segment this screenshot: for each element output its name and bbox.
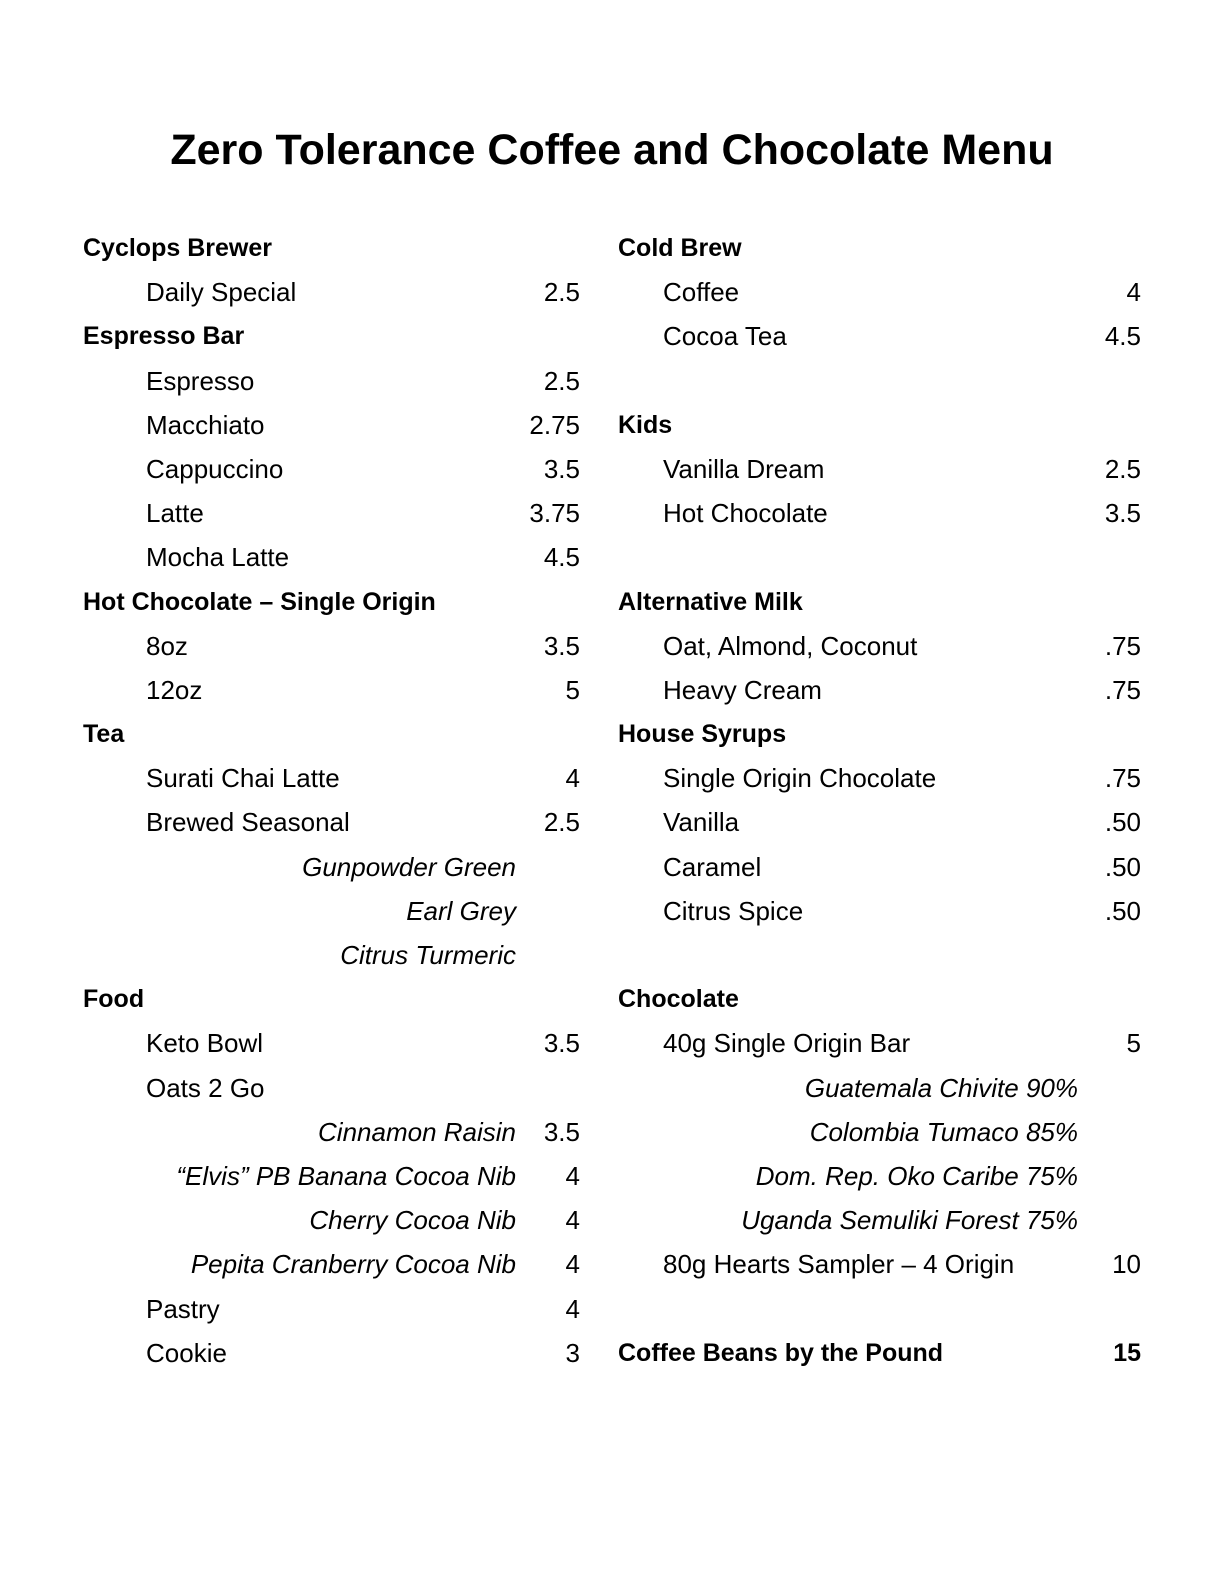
menu-subitem bbox=[83, 1154, 580, 1198]
menu-item bbox=[618, 889, 1141, 933]
menu-item bbox=[83, 1021, 580, 1065]
menu-item-price: 4.5 bbox=[1104, 321, 1141, 352]
menu-item-price: 5 bbox=[565, 674, 580, 705]
menu-item-name: Espresso bbox=[146, 365, 255, 396]
menu-item-price: 4 bbox=[565, 1249, 580, 1280]
section-heading: House Syrups bbox=[618, 720, 787, 749]
menu-item-name: Latte bbox=[146, 498, 204, 529]
menu-item-price: 2.5 bbox=[1104, 453, 1141, 484]
menu-item bbox=[83, 270, 580, 314]
menu-item bbox=[83, 800, 580, 844]
section-coffee-beans-by-the-pound bbox=[618, 1331, 1141, 1375]
menu-item bbox=[83, 1066, 580, 1110]
menu-item-price: 4 bbox=[565, 1293, 580, 1324]
menu-item bbox=[618, 800, 1141, 844]
menu-item-price: 2.5 bbox=[543, 807, 580, 838]
menu-item bbox=[618, 668, 1141, 712]
section-heading: Coffee Beans by the Pound bbox=[618, 1338, 944, 1367]
menu-item-name: Citrus Spice bbox=[663, 895, 804, 926]
section-food bbox=[83, 977, 580, 1021]
menu-subitem bbox=[83, 889, 580, 933]
menu-item-name: Caramel bbox=[663, 851, 762, 882]
menu-item-name: Keto Bowl bbox=[146, 1028, 264, 1059]
menu-item-name: Single Origin Chocolate bbox=[663, 763, 937, 794]
menu-subitem-name: Pepita Cranberry Cocoa Nib bbox=[190, 1249, 516, 1280]
menu-item-name: 40g Single Origin Bar bbox=[663, 1028, 911, 1059]
menu-item-name: Coffee bbox=[663, 277, 740, 308]
menu-item-price: 10 bbox=[1112, 1249, 1141, 1280]
menu-item bbox=[618, 491, 1141, 535]
spacer-row bbox=[618, 1287, 1141, 1331]
menu-subitem bbox=[618, 1066, 1141, 1110]
menu-subitem bbox=[618, 1110, 1141, 1154]
section-chocolate bbox=[618, 977, 1141, 1021]
menu-item bbox=[618, 756, 1141, 800]
menu-item bbox=[83, 535, 580, 579]
menu-item-name: Surati Chai Latte bbox=[146, 763, 340, 794]
menu-item-price: 5 bbox=[1126, 1028, 1141, 1059]
menu-item-price: .75 bbox=[1104, 630, 1141, 661]
menu-item-price: 3.75 bbox=[529, 498, 580, 529]
menu-item-name: Macchiato bbox=[146, 409, 265, 440]
menu-item-name: Vanilla Dream bbox=[663, 453, 825, 484]
menu-subitem-name: Uganda Semuliki Forest 75% bbox=[741, 1205, 1078, 1236]
menu-item-name: Pastry bbox=[146, 1293, 220, 1324]
menu-item-price: 4 bbox=[1126, 277, 1141, 308]
spacer-row bbox=[618, 933, 1141, 977]
menu-item-name: Daily Special bbox=[146, 277, 297, 308]
menu-item bbox=[618, 314, 1141, 358]
menu-item-price: 3.5 bbox=[543, 1116, 580, 1147]
section-kids bbox=[618, 403, 1141, 447]
menu-item-price: 4 bbox=[565, 763, 580, 794]
section-heading: Food bbox=[83, 985, 145, 1014]
menu-item bbox=[618, 447, 1141, 491]
menu-item bbox=[618, 845, 1141, 889]
menu-subitem-name: Colombia Tumaco 85% bbox=[809, 1116, 1078, 1147]
menu-item-name: 12oz bbox=[146, 674, 203, 705]
menu-item-price: .50 bbox=[1104, 807, 1141, 838]
spacer-row bbox=[618, 535, 1141, 579]
menu-subitem bbox=[83, 1242, 580, 1286]
menu-subitem-name: Cinnamon Raisin bbox=[318, 1116, 516, 1147]
menu-item-price: 3.5 bbox=[1104, 498, 1141, 529]
menu-item bbox=[618, 1021, 1141, 1065]
menu-item-price: 15 bbox=[1113, 1338, 1141, 1367]
section-heading: Alternative Milk bbox=[618, 587, 803, 616]
right-menu-column bbox=[618, 226, 1141, 1375]
menu-item-name: 80g Hearts Sampler – 4 Origin bbox=[663, 1249, 1015, 1280]
section-cyclops-brewer bbox=[83, 226, 580, 270]
menu-item-name: Mocha Latte bbox=[146, 542, 290, 573]
menu-subitem bbox=[618, 1198, 1141, 1242]
menu-subitem bbox=[83, 933, 580, 977]
menu-item-price: 3.5 bbox=[543, 1028, 580, 1059]
menu-item-price: 3.5 bbox=[543, 453, 580, 484]
section-heading: Cyclops Brewer bbox=[83, 234, 272, 262]
menu-item bbox=[83, 491, 580, 535]
menu-item-name: Cappuccino bbox=[146, 453, 284, 484]
menu-subitem-name: Gunpowder Green bbox=[302, 851, 516, 882]
menu-item-price: .75 bbox=[1104, 763, 1141, 794]
section-tea bbox=[83, 712, 580, 756]
section-heading: Tea bbox=[83, 720, 125, 749]
section-alternative-milk bbox=[618, 580, 1141, 624]
left-menu-column bbox=[83, 226, 580, 1375]
menu-item-name: Hot Chocolate bbox=[663, 498, 828, 529]
menu-item-price: 2.5 bbox=[543, 277, 580, 308]
menu-item-price: 4.5 bbox=[543, 542, 580, 573]
page-title: Zero Tolerance Coffee and Chocolate Menu bbox=[170, 126, 1054, 174]
menu-item bbox=[618, 270, 1141, 314]
menu-item-price: 2.75 bbox=[529, 409, 580, 440]
menu-item-price: 2.5 bbox=[543, 365, 580, 396]
section-heading: Chocolate bbox=[618, 985, 739, 1014]
menu-item-name: Oat, Almond, Coconut bbox=[663, 630, 918, 661]
section-espresso-bar bbox=[83, 314, 580, 358]
menu-item bbox=[83, 756, 580, 800]
menu-item-name: Cocoa Tea bbox=[663, 321, 787, 352]
menu-item-name: Oats 2 Go bbox=[146, 1072, 265, 1103]
section-house-syrups bbox=[618, 712, 1141, 756]
menu-item bbox=[83, 668, 580, 712]
menu-item-name: Vanilla bbox=[663, 807, 740, 838]
spacer-row bbox=[618, 359, 1141, 403]
menu-subitem-name: Guatemala Chivite 90% bbox=[804, 1072, 1078, 1103]
menu-subitem-name: Citrus Turmeric bbox=[340, 940, 516, 970]
menu-subitem-name: Cherry Cocoa Nib bbox=[309, 1205, 516, 1236]
menu-subitem bbox=[83, 845, 580, 889]
section-heading: Kids bbox=[618, 410, 673, 439]
menu-item-name: 8oz bbox=[146, 630, 188, 661]
menu-item bbox=[83, 359, 580, 403]
menu-item-name: Brewed Seasonal bbox=[146, 807, 350, 838]
menu-subitem-name: Dom. Rep. Oko Caribe 75% bbox=[755, 1160, 1078, 1191]
menu-subitem bbox=[83, 1110, 580, 1154]
menu-item-price: .50 bbox=[1104, 895, 1141, 926]
menu-item bbox=[618, 624, 1141, 668]
section-cold-brew bbox=[618, 226, 1141, 270]
menu-subitem bbox=[618, 1154, 1141, 1198]
section-heading: Cold Brew bbox=[618, 234, 742, 262]
menu-item-price: 3.5 bbox=[543, 630, 580, 661]
section-heading: Espresso Bar bbox=[83, 322, 245, 351]
menu-item bbox=[83, 1331, 580, 1375]
menu-item-price: 4 bbox=[565, 1160, 580, 1191]
menu-item bbox=[83, 624, 580, 668]
menu-subitem-name: “Elvis” PB Banana Cocoa Nib bbox=[176, 1160, 516, 1191]
menu-item bbox=[83, 403, 580, 447]
menu-item-price: .75 bbox=[1104, 674, 1141, 705]
menu-item-price: 3 bbox=[565, 1337, 580, 1368]
section-hot-chocolate-single-origin bbox=[83, 580, 580, 624]
section-heading: Hot Chocolate – Single Origin bbox=[83, 587, 436, 616]
menu-subitem-name: Earl Grey bbox=[406, 895, 516, 926]
menu-item-name: Cookie bbox=[146, 1337, 227, 1368]
menu-item bbox=[618, 1242, 1141, 1286]
menu-item-price: .50 bbox=[1104, 851, 1141, 882]
menu-item-name: Heavy Cream bbox=[663, 674, 822, 705]
menu-item bbox=[83, 447, 580, 491]
menu-subitem bbox=[83, 1198, 580, 1242]
menu-item bbox=[83, 1287, 580, 1331]
menu-item-price: 4 bbox=[565, 1205, 580, 1236]
